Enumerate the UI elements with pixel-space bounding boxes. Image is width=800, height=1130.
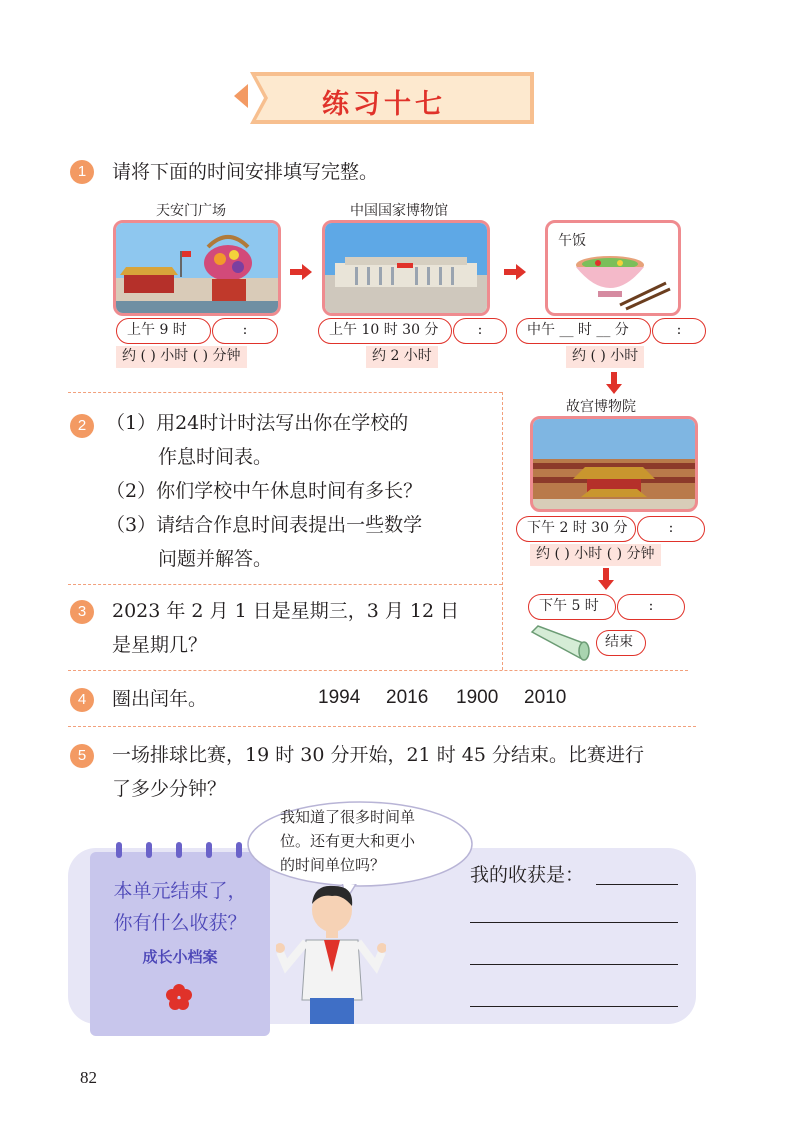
- question-number-5: 5: [70, 744, 94, 768]
- stop2-end-time-blank[interactable]: :: [453, 318, 507, 344]
- answer-line[interactable]: [470, 964, 678, 965]
- page-title: 练习十七: [322, 89, 446, 120]
- binder-ring: [116, 842, 122, 858]
- year-1994[interactable]: 1994: [318, 687, 361, 708]
- q3-line-2: 是星期几？: [112, 634, 208, 656]
- divider: [68, 584, 502, 585]
- palace-museum-photo: [530, 416, 698, 512]
- question-number-1: 1: [70, 160, 94, 184]
- student-illustration: [276, 880, 386, 1024]
- national-museum-photo: [322, 220, 490, 316]
- card-subtitle: 成长小档案: [142, 949, 218, 966]
- question-number-3: 3: [70, 600, 94, 624]
- stop5-start-time: 下午 5 时: [528, 594, 616, 620]
- q2-item-3-cont: 问题并解答。: [158, 548, 273, 570]
- stop1-start-time: 上午 9 时: [116, 318, 211, 344]
- megaphone-icon: [528, 622, 592, 662]
- stop4-end-time-blank[interactable]: :: [637, 516, 705, 542]
- arrow-right-icon: [504, 264, 526, 280]
- q1-text: 请将下面的时间安排填写完整。: [112, 161, 379, 183]
- year-2010[interactable]: 2010: [524, 687, 567, 708]
- divider: [68, 670, 688, 671]
- bubble-line-3: 的时间单位吗？: [280, 856, 386, 874]
- binder-ring: [176, 842, 182, 858]
- divider: [68, 392, 502, 393]
- page-number: 82: [80, 1068, 97, 1087]
- question-number-4: 4: [70, 688, 94, 712]
- q3-line-1: 2023 年 2 月 1 日是星期三，3 月 12 日: [112, 600, 460, 622]
- card-line-1: 本单元结束了，: [113, 881, 247, 902]
- title-banner: [234, 72, 534, 124]
- divider: [502, 392, 503, 670]
- binder-ring: [146, 842, 152, 858]
- q4-text: 圈出闰年。: [112, 688, 208, 710]
- q5-line-2: 了多少分钟？: [112, 778, 227, 800]
- year-2016[interactable]: 2016: [386, 687, 429, 708]
- bubble-line-2: 位。还有更大和更小: [280, 832, 416, 850]
- stop1-duration: 约 ( ) 小时 ( ) 分钟: [116, 346, 247, 368]
- tiananmen-photo: [113, 220, 281, 316]
- stop3-end-time-blank[interactable]: :: [652, 318, 706, 344]
- arrow-down-icon: [598, 568, 614, 590]
- answer-line[interactable]: [470, 1006, 678, 1007]
- answer-line[interactable]: [470, 922, 678, 923]
- q2-item-1-cont: 作息时间表。: [158, 446, 273, 468]
- binder-ring: [236, 842, 242, 858]
- card-line-2: 你有什么收获？: [113, 913, 247, 934]
- year-1900[interactable]: 1900: [456, 687, 499, 708]
- divider: [68, 726, 696, 727]
- stop5-end-time-blank[interactable]: :: [617, 594, 685, 620]
- stop4-duration: 约 ( ) 小时 ( ) 分钟: [530, 544, 661, 566]
- q2-item-3: （3）请结合作息时间表提出一些数学: [106, 514, 423, 536]
- stop3-duration: 约 ( ) 小时: [566, 346, 644, 368]
- arrow-right-icon: [290, 264, 312, 280]
- stop4-caption: 故宫博物院: [566, 399, 636, 415]
- end-label: 结束: [596, 630, 646, 656]
- stop1-caption: 天安门广场: [156, 203, 226, 219]
- question-number-2: 2: [70, 414, 94, 438]
- stop4-start-time: 下午 2 时 30 分: [516, 516, 636, 542]
- answer-line[interactable]: [596, 884, 678, 885]
- arrow-down-icon: [606, 372, 622, 394]
- binder-ring: [206, 842, 212, 858]
- harvest-label: 我的收获是：: [470, 864, 585, 886]
- stop2-caption: 中国国家博物馆: [350, 203, 448, 219]
- bubble-line-1: 我知道了很多时间单: [280, 808, 416, 826]
- stop2-start-time: 上午 10 时 30 分: [318, 318, 452, 344]
- stop3-caption: 午饭: [558, 233, 586, 249]
- stop2-duration: 约 2 小时: [366, 346, 438, 368]
- flower-icon: [164, 982, 194, 1012]
- q2-item-2: （2）你们学校中午休息时间有多长？: [106, 480, 423, 502]
- q2-item-1: （1）用24时计时法写出你在学校的: [106, 412, 409, 434]
- stop1-end-time-blank[interactable]: :: [212, 318, 278, 344]
- q5-line-1: 一场排球比赛，19 时 30 分开始，21 时 45 分结束。比赛进行: [112, 744, 644, 766]
- stop3-start-time[interactable]: 中午 __ 时 __ 分: [516, 318, 651, 344]
